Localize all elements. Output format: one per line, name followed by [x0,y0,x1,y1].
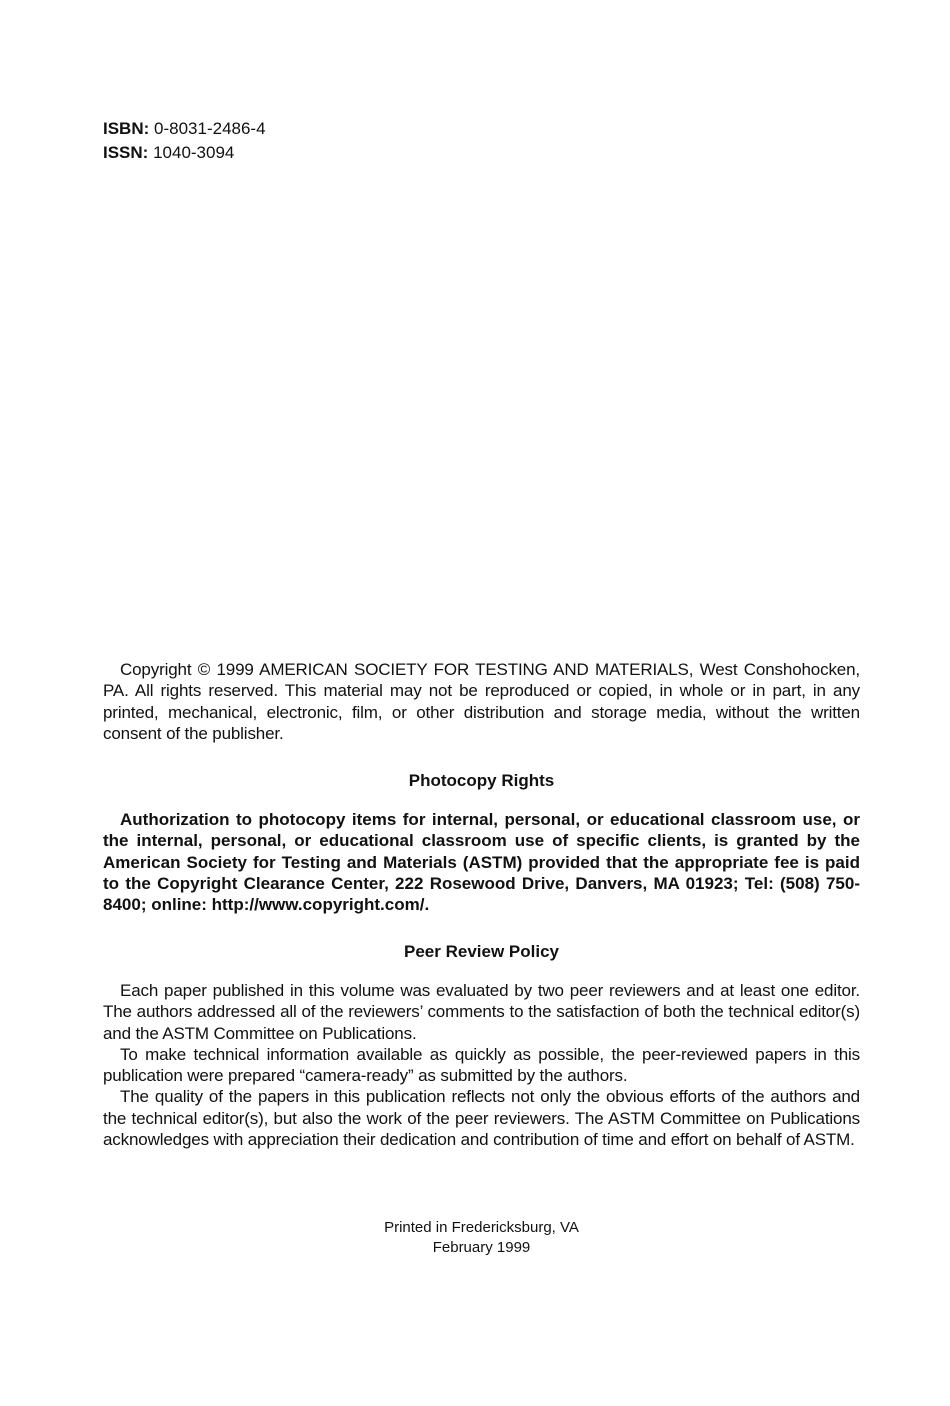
copyright-notice [103,659,860,744]
issn-value: 1040-3094 [153,143,235,162]
isbn-value: 0-8031-2486-4 [154,119,266,138]
peer-review-paragraph-1: Each paper published in this volume was evaluated by two peer reviewers and at least one editor. The authors addressed all of the reviewers’ comments to the satisfaction of both the technical editor(s) and the ASTM Committee on Publications. [103,981,860,1043]
copyright-text: Copyright © 1999 AMERICAN SOCIETY FOR TESTING AND MATERIALS, West Conshohocken, PA. All rights reserved. This material may not be reproduced or copied, in whole or in part, in any printed, mechanical, electronic, film, or other distribution and storage media, without the written consent of the publisher. [103,660,860,743]
printed-location: Printed in Fredericksburg, VA [384,1219,579,1236]
isbn-label: ISBN: [103,119,150,138]
imprint [103,1218,860,1258]
printed-date: February 1999 [432,1239,531,1256]
publication-identifiers [103,117,266,165]
peer-review-paragraph-2: To make technical information available as quickly as possible, the peer-reviewed papers in this publication were prepared “camera-ready” as submitted by the authors. [103,1044,860,1086]
peer-review-paragraph-3: The quality of the papers in this publication reflects not only the obvious efforts of the authors and the technical editor(s), but also the work of the peer reviewers. The ASTM Committee on Publications acknowledges with appreciation their dedication and contribution of time and effort on behalf of ASTM. [103,1087,860,1150]
peer-review-heading: Peer Review Policy [404,942,559,961]
photocopy-rights-heading: Photocopy Rights [408,771,555,790]
photocopy-rights-text: Authorization to photocopy items for internal, personal, or educational classroom use, or the internal, personal, or educational classroom use of specific clients, is granted by the American Society for Testing and Materials (ASTM) provided that the appropriate fee is paid to the Copyright Clearance Center, 222 Rosewood Drive, Danvers, MA 01923; Tel: (508) 750-8400; online: http://www.copyright.com/. [103,810,860,915]
issn-label: ISSN: [103,143,149,162]
photocopy-rights-section [103,809,860,915]
isbn-line [103,117,266,141]
peer-review-section [103,980,860,1150]
issn-line [103,141,266,165]
